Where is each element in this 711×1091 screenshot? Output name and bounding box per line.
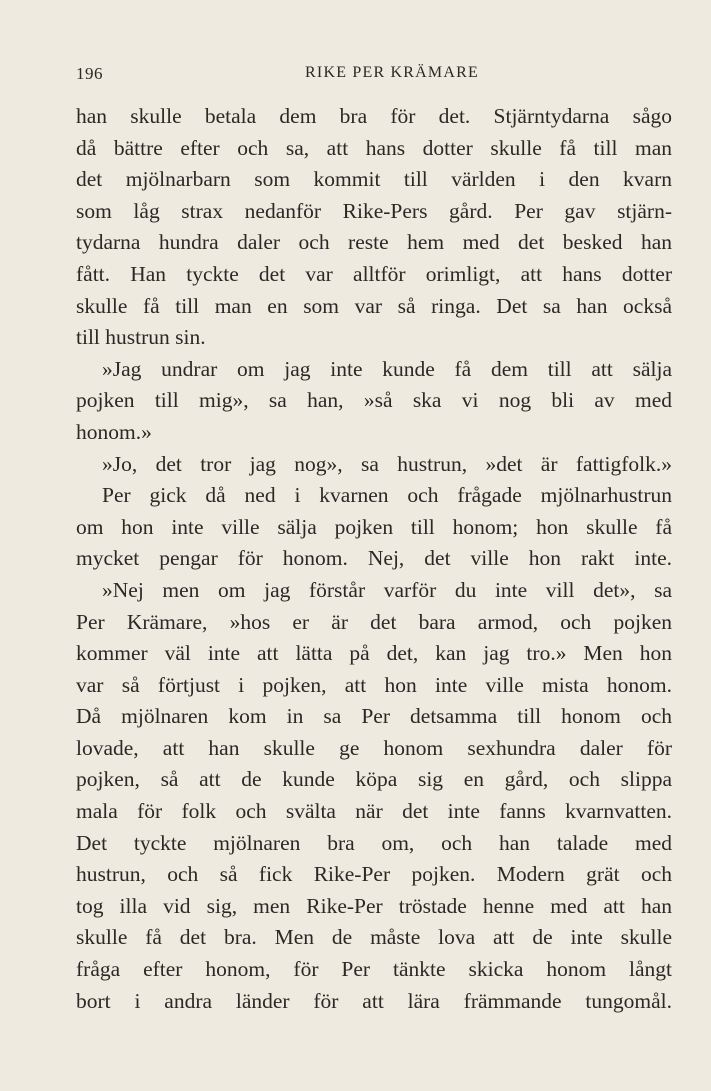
text-line: var så förtjust i pojken, att hon inte ville mista honom.	[76, 672, 672, 697]
text-line: kommer väl inte att lätta på det, kan jag tro.» Men hon	[76, 641, 672, 666]
text-line: mycket pengar för honom. Nej, det ville hon rakt inte.	[76, 546, 672, 571]
text-line: bort i andra länder för att lära främmande tungomål.	[76, 988, 672, 1013]
text-line: som låg strax nedanför Rike-Pers gård. Per gav stjärn-	[76, 198, 672, 223]
text-line: tydarna hundra daler och reste hem med det besked han	[76, 230, 672, 255]
text-line: pojken till mig», sa han, »så ska vi nog bli av med	[76, 388, 672, 413]
text-line: till hustrun sin.	[76, 325, 206, 350]
text-line: »Jo, det tror jag nog», sa hustrun, »det är fattigfolk.»	[102, 451, 672, 476]
text-line: Per gick då ned i kvarnen och frågade mjölnarhustrun	[102, 483, 672, 508]
body-text	[76, 101, 672, 1017]
text-line: lovade, att han skulle ge honom sexhundra daler för	[76, 735, 672, 760]
page-number: 196	[76, 64, 103, 83]
text-line: skulle få till man en som var så ringa. Det sa han också	[76, 293, 672, 318]
text-line: fråga efter honom, för Per tänkte skicka honom långt	[76, 957, 672, 982]
text-line: om hon inte ville sälja pojken till honom; hon skulle få	[76, 514, 672, 539]
text-line: tog illa vid sig, men Rike-Per tröstade henne med att han	[76, 893, 672, 918]
text-line: skulle få det bra. Men de måste lova att de inte skulle	[76, 925, 672, 950]
text-line: honom.»	[76, 419, 152, 444]
text-line: han skulle betala dem bra för det. Stjärntydarna sågo	[76, 104, 672, 128]
text-line: fått. Han tyckte det var alltför orimligt, att hans dotter	[76, 261, 672, 286]
text-line: mala för folk och svälta när det inte fanns kvarnvatten.	[76, 799, 672, 824]
text-line: pojken, så att de kunde köpa sig en gård, och slippa	[76, 767, 672, 792]
running-head: RIKE PER KRÄMARE	[305, 64, 479, 81]
text-line: Det tyckte mjölnaren bra om, och han talade med	[76, 830, 672, 855]
text-line: Då mjölnaren kom in sa Per detsamma till honom och	[76, 704, 672, 729]
page-header	[76, 64, 672, 86]
text-line: då bättre efter och sa, att hans dotter skulle få till man	[76, 135, 672, 160]
text-line: »Jag undrar om jag inte kunde få dem till att sälja	[102, 356, 672, 381]
text-line: »Nej men om jag förstår varför du inte vill det», sa	[102, 577, 672, 602]
text-line: Per Krämare, »hos er är det bara armod, och pojken	[76, 609, 672, 634]
text-line: hustrun, och så fick Rike-Per pojken. Modern grät och	[76, 862, 672, 887]
text-line: det mjölnarbarn som kommit till världen i den kvarn	[76, 167, 672, 192]
